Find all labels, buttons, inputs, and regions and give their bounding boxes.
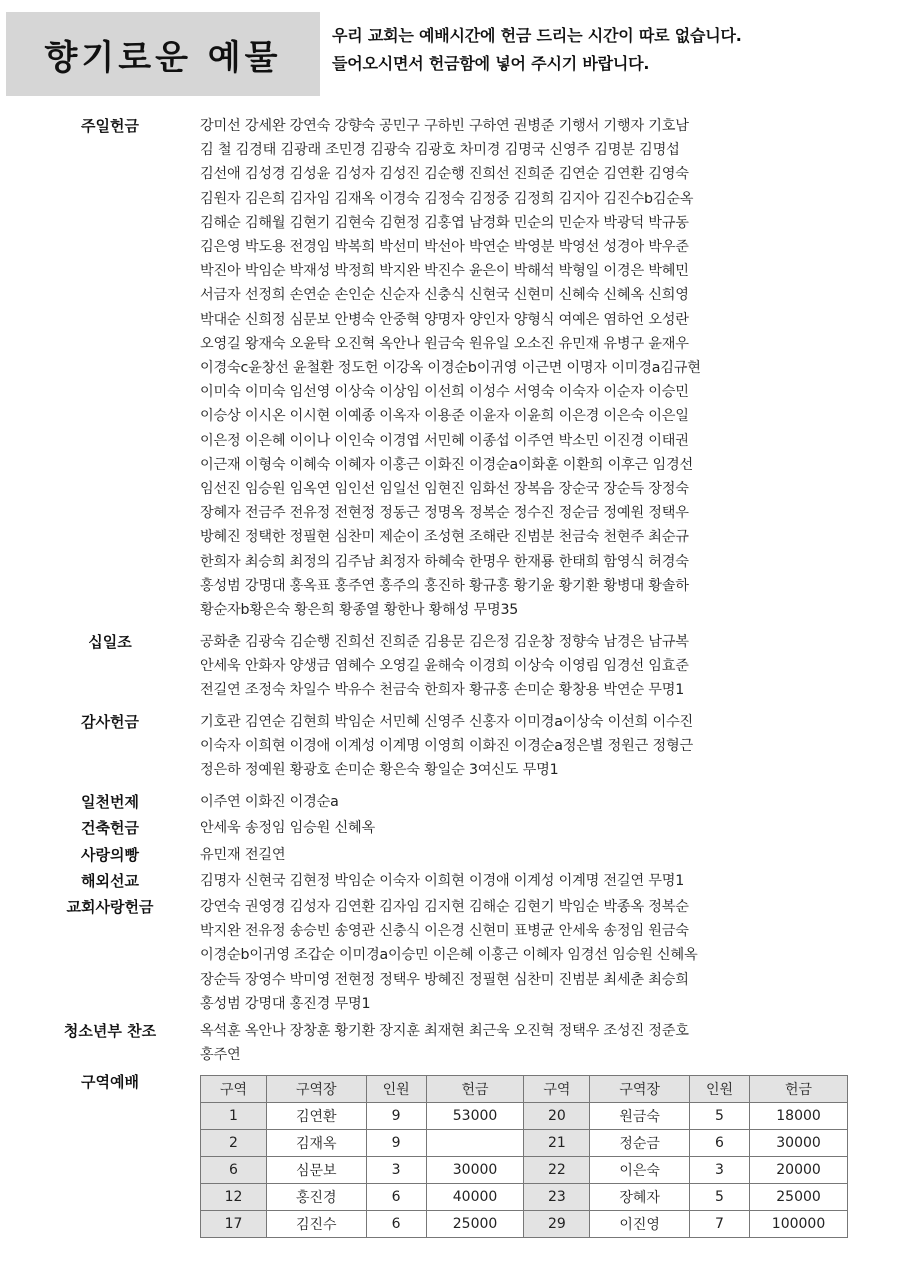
cell-offering: 20000: [750, 1157, 848, 1184]
notice-line: 우리 교회는 예배시간에 헌금 드리는 시간이 따로 없습니다.: [332, 26, 742, 45]
cell-leader: 이은숙: [590, 1157, 690, 1184]
name-line: 기호관 김연순 김현희 박임순 서민혜 신영주 신홍자 이미경a이상숙 이선희 이수진: [200, 714, 693, 730]
section-label: 주일헌금: [81, 117, 139, 135]
cell-leader: 심문보: [267, 1157, 367, 1184]
section-label: 교회사랑헌금: [66, 898, 154, 916]
cell-leader: 이진영: [590, 1211, 690, 1238]
district-table: [200, 1075, 848, 1238]
name-line: 정은하 정예원 황광호 손미순 황은숙 황일순 3여신도 무명1: [200, 762, 559, 779]
cell-offering: 100000: [750, 1211, 848, 1238]
name-line: 오영길 왕재숙 오윤탁 오진혁 옥안나 원금숙 원유일 오소진 유민재 유병구 윤재우: [200, 335, 689, 352]
page-title: 향기로운 예물: [44, 37, 282, 78]
cell-leader: 장혜자: [590, 1184, 690, 1211]
name-line: 박지완 전유정 송승빈 송영관 신충식 이은경 신현미 표병균 안세욱 송정임 원금숙: [200, 923, 689, 940]
section-label: 해외선교: [81, 872, 139, 890]
name-list: [200, 630, 860, 703]
cell-offering: 40000: [426, 1184, 524, 1211]
name-line: 장순득 장영수 박미영 전현정 정택우 방혜진 정필현 심찬미 진범분 최세춘 최승희: [200, 971, 689, 988]
name-line: 유민재 전길연: [200, 847, 286, 863]
section-label: 십일조: [88, 633, 132, 651]
name-line: 장혜자 전금주 전유정 전현정 정동근 정명옥 정복순 정수진 정순금 정예원 정택우: [200, 505, 689, 522]
name-line: 안세욱 안화자 양생금 염혜수 오영길 윤해숙 이경희 이상숙 이영림 임경선 임효준: [200, 658, 689, 675]
name-line: 홍성범 강명대 홍옥표 홍주연 홍주의 홍진하 황규홍 황기윤 황기환 황병대 황솔하: [200, 577, 689, 594]
name-list: [200, 1019, 860, 1067]
offering-notice: [332, 22, 892, 78]
name-line: 이승상 이시온 이시현 이예종 이옥자 이용준 이윤자 이윤희 이은경 이은숙 이은일: [200, 408, 689, 425]
name-line: 전길연 조정숙 차일수 박유수 천금숙 한희자 황규홍 손미순 황창용 박연순 무명1: [200, 682, 685, 699]
name-list: [200, 710, 860, 783]
col-district: 구역: [524, 1076, 590, 1103]
col-district: 구역: [201, 1076, 267, 1103]
cell-offering: 18000: [750, 1103, 848, 1130]
cell-members: 9: [366, 1130, 426, 1157]
cell-district: 23: [524, 1184, 590, 1211]
cell-offering: 53000: [426, 1103, 524, 1130]
name-line: 김 철 김경태 김광래 조민경 김광숙 김광호 차미경 김명국 신영주 김명분 김명섭: [200, 142, 680, 159]
cell-members: 3: [366, 1157, 426, 1184]
name-line: 강연숙 권영경 김성자 김연환 김자임 김지현 김해순 김현기 박임순 박종옥 정복순: [200, 899, 689, 915]
col-offering: 헌금: [750, 1076, 848, 1103]
name-line: 서금자 선정희 손연순 손인순 신순자 신충식 신현국 신현미 신혜숙 신혜옥 신희영: [200, 287, 689, 304]
cell-offering: [426, 1130, 524, 1157]
col-leader: 구역장: [267, 1076, 367, 1103]
cell-offering: 30000: [426, 1157, 524, 1184]
table-row: [201, 1184, 848, 1211]
section-label: 청소년부 찬조: [63, 1022, 157, 1040]
section-label: 구역예배: [81, 1073, 139, 1091]
name-line: 홍성범 강명대 홍진경 무명1: [200, 995, 371, 1012]
name-line: 이경순b이귀영 조갑순 이미경a이승민 이은혜 이홍근 이혜자 임경선 임승원 신혜옥: [200, 947, 698, 964]
table-row: [201, 1130, 848, 1157]
cell-leader: 원금숙: [590, 1103, 690, 1130]
cell-offering: 30000: [750, 1130, 848, 1157]
name-line: 김은영 박도용 전경임 박복희 박선미 박선아 박연순 박영분 박영선 성경아 박우준: [200, 239, 689, 256]
cell-members: 7: [689, 1211, 749, 1238]
cell-district: 21: [524, 1130, 590, 1157]
cell-district: 12: [201, 1184, 267, 1211]
cell-district: 29: [524, 1211, 590, 1238]
cell-leader: 김재옥: [267, 1130, 367, 1157]
cell-members: 5: [689, 1103, 749, 1130]
name-line: 김명자 신현국 김현정 박임순 이숙자 이희현 이경애 이계성 이계명 전길연 무명1: [200, 873, 685, 889]
name-line: 옥석훈 옥안나 장창훈 황기환 장지훈 최재현 최근욱 오진혁 정택우 조성진 정준호: [200, 1023, 689, 1039]
name-line: 이숙자 이희현 이경애 이계성 이계명 이영희 이화진 이경순a정은별 정원근 정형근: [200, 738, 693, 755]
cell-offering: 25000: [426, 1211, 524, 1238]
cell-district: 20: [524, 1103, 590, 1130]
cell-district: 6: [201, 1157, 267, 1184]
section-label: 사랑의빵: [81, 846, 139, 864]
name-line: 박대순 신희정 심문보 안병숙 안중혁 양명자 양인자 양형식 여예은 염하언 오성란: [200, 311, 689, 328]
name-line: 황순자b황은숙 황은희 황종열 황한나 황해성 무명35: [200, 602, 519, 619]
cell-leader: 김연환: [267, 1103, 367, 1130]
cell-members: 6: [366, 1184, 426, 1211]
name-line: 한희자 최승희 최정의 김주남 최정자 하혜숙 한명우 한재룡 한태희 함영식 허경숙: [200, 553, 689, 570]
name-list: [200, 790, 860, 814]
table-row: [201, 1211, 848, 1238]
cell-members: 5: [689, 1184, 749, 1211]
name-list: [200, 816, 860, 840]
cell-offering: 25000: [750, 1184, 848, 1211]
name-line: 김원자 김은희 김자임 김재옥 이경숙 김정숙 김정중 김정희 김지아 김진수b김순옥: [200, 190, 694, 207]
name-line: 이주연 이화진 이경순a: [200, 794, 339, 810]
cell-leader: 김진수: [267, 1211, 367, 1238]
name-line: 공화춘 김광숙 김순행 진희선 진희준 김용문 김은정 김운창 정향숙 남경은 남규복: [200, 634, 689, 650]
section-label: 건축헌금: [81, 819, 139, 837]
notice-line: 들어오시면서 헌금함에 넣어 주시기 바랍니다.: [332, 54, 650, 73]
name-line: 강미선 강세완 강연숙 강향숙 공민구 구하빈 구하연 권병준 기행서 기행자 기호남: [200, 118, 689, 134]
name-line: 방혜진 정택한 정필현 심찬미 제순이 조성현 조해란 진범분 천금숙 천현주 최순규: [200, 529, 689, 546]
table-row: [201, 1157, 848, 1184]
name-line: 홍주연: [200, 1047, 241, 1064]
name-line: 이미숙 이미숙 임선영 이상숙 이상임 이선희 이성수 서영숙 이숙자 이순자 이승민: [200, 384, 689, 401]
cell-leader: 홍진경: [267, 1184, 367, 1211]
name-line: 김선애 김성경 김성윤 김성자 김성진 김순행 진희선 진희준 김연순 김연환 김영숙: [200, 166, 689, 183]
cell-district: 1: [201, 1103, 267, 1130]
col-members: 인원: [366, 1076, 426, 1103]
table-header-row: [201, 1076, 848, 1103]
cell-members: 6: [366, 1211, 426, 1238]
name-line: 박진아 박임순 박재성 박정희 박지완 박진수 윤은이 박해석 박형일 이경은 박혜민: [200, 263, 689, 280]
name-line: 이경숙c윤창선 윤철환 정도헌 이강옥 이경순b이귀영 이근면 이명자 이미경a김규현: [200, 360, 701, 377]
name-list: [200, 869, 860, 893]
cell-members: 6: [689, 1130, 749, 1157]
name-list: [200, 114, 860, 622]
name-line: 안세욱 송정임 임승원 신혜옥: [200, 820, 375, 836]
name-list: [200, 843, 860, 867]
title-box: [6, 12, 320, 96]
name-list: [200, 895, 860, 1016]
cell-district: 2: [201, 1130, 267, 1157]
section-label: 일천번제: [81, 793, 139, 811]
cell-members: 3: [689, 1157, 749, 1184]
cell-district: 17: [201, 1211, 267, 1238]
section-label: 감사헌금: [81, 713, 139, 731]
name-line: 임선진 임승원 임옥연 임인선 임일선 임현진 임화선 장복음 장순국 장순득 장정숙: [200, 481, 689, 498]
district-table-body: [201, 1103, 848, 1238]
col-offering: 헌금: [426, 1076, 524, 1103]
col-leader: 구역장: [590, 1076, 690, 1103]
name-line: 김해순 김해월 김현기 김현숙 김현정 김홍엽 남경화 민순의 민순자 박광덕 박규동: [200, 214, 689, 231]
cell-leader: 정순금: [590, 1130, 690, 1157]
cell-members: 9: [366, 1103, 426, 1130]
cell-district: 22: [524, 1157, 590, 1184]
table-row: [201, 1103, 848, 1130]
name-line: 이은정 이은혜 이이나 이인숙 이경엽 서민혜 이종섭 이주연 박소민 이진경 이태권: [200, 432, 689, 449]
name-line: 이근재 이형숙 이혜숙 이혜자 이홍근 이화진 이경순a이화훈 이환희 이후근 임경선: [200, 456, 693, 473]
col-members: 인원: [689, 1076, 749, 1103]
